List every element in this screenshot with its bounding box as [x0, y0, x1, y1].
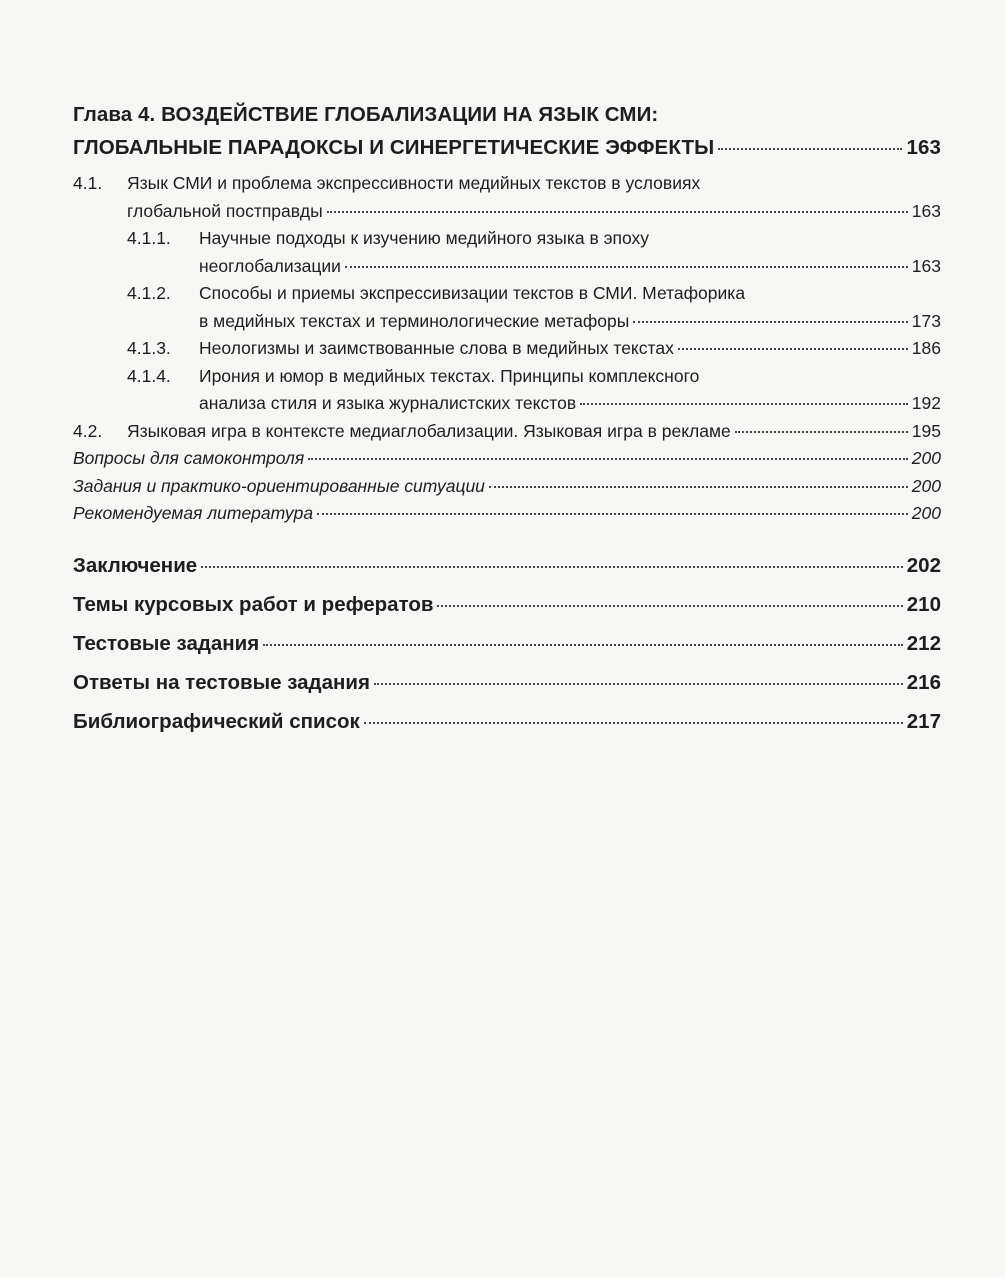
dot-leader: [317, 513, 908, 515]
dot-leader: [345, 266, 908, 268]
major-entry-tests[interactable]: [73, 624, 941, 663]
subsection-number: 4.1.3.: [127, 338, 171, 358]
extra-entry-tasks[interactable]: [73, 473, 941, 501]
extra-entry-literature[interactable]: [73, 500, 941, 528]
subsection-number: 4.1.1.: [127, 228, 171, 248]
dot-leader: [374, 683, 903, 685]
dot-leader: [633, 321, 907, 323]
page-number: 200: [911, 503, 941, 523]
major-title: Заключение: [73, 553, 198, 577]
subsection-title-line2: неоглобализации: [199, 255, 341, 276]
subsection-4-1-3-entry[interactable]: [73, 335, 941, 363]
table-of-contents: [73, 98, 941, 741]
major-title: Тестовые задания: [73, 631, 260, 655]
section-title-line2: глобальной постправды: [127, 200, 323, 221]
section-number: 4.1.: [73, 173, 103, 193]
major-title: Темы курсовых работ и рефератов: [73, 592, 434, 616]
subsection-title: Неологизмы и заимствованные слова в медийных текстах: [199, 338, 674, 358]
subsection-title-line1: Способы и приемы экспрессивизации текстов в СМИ. Метафорика: [199, 283, 746, 303]
dot-leader: [489, 486, 908, 488]
page-number: 195: [911, 420, 941, 441]
dot-leader: [364, 722, 903, 724]
page-number: 163: [906, 136, 941, 159]
dot-leader: [678, 348, 908, 350]
dot-leader: [735, 431, 908, 433]
page-number: 186: [911, 338, 941, 358]
page-number: 210: [906, 592, 941, 616]
page-number: 212: [906, 631, 941, 655]
chapter-title-line1: Глава 4. ВОЗДЕЙСТВИЕ ГЛОБАЛИЗАЦИИ НА ЯЗЫК СМИ:: [73, 103, 659, 126]
section-title-line1: Язык СМИ и проблема экспрессивности медийных текстов в условиях: [127, 173, 701, 193]
dot-leader: [308, 458, 908, 460]
dot-leader: [327, 211, 908, 213]
subsection-title-line1: Ирония и юмор в медийных текстах. Принципы комплексного: [199, 365, 700, 386]
subsection-4-1-1-entry[interactable]: [73, 225, 941, 280]
subsection-title-line1: Научные подходы к изучению медийного языка в эпоху: [199, 228, 650, 248]
section-title: Языковая игра в контексте медиаглобализации. Языковая игра в рекламе: [127, 420, 731, 441]
subsection-number: 4.1.2.: [127, 283, 171, 303]
subsection-number: 4.1.4.: [127, 365, 171, 386]
dot-leader: [437, 605, 902, 607]
section-4-1-entry[interactable]: [73, 170, 941, 225]
major-title: Ответы на тестовые задания: [73, 670, 370, 694]
page-number: 202: [906, 553, 941, 577]
extra-title: Задания и практико-ориентированные ситуации: [73, 475, 485, 496]
dot-leader: [718, 148, 902, 150]
major-entry-bibliography[interactable]: [73, 702, 941, 741]
page-number: 216: [906, 670, 941, 694]
section-4-2-entry[interactable]: [73, 418, 941, 446]
subsection-title-line2: в медийных текстах и терминологические метафоры: [199, 310, 630, 331]
page-number: 200: [911, 448, 941, 468]
major-entry-test-answers[interactable]: [73, 663, 941, 702]
page-number: 200: [911, 475, 941, 496]
page-number: 163: [911, 200, 941, 221]
page-number: 217: [906, 709, 941, 733]
major-title: Библиографический список: [73, 709, 360, 733]
chapter-4-entry[interactable]: [73, 98, 941, 164]
page-number: 163: [911, 255, 941, 276]
subsection-4-1-4-entry[interactable]: [73, 363, 941, 418]
page-number: 192: [911, 393, 941, 413]
subsection-4-1-2-entry[interactable]: [73, 280, 941, 335]
dot-leader: [580, 403, 908, 405]
subsection-title-line2: анализа стиля и языка журналистских текстов: [199, 393, 577, 413]
extra-title: Рекомендуемая литература: [73, 503, 314, 523]
major-entry-coursework-topics[interactable]: [73, 585, 941, 624]
section-number: 4.2.: [73, 420, 103, 441]
page-number: 173: [911, 310, 941, 331]
dot-leader: [263, 644, 903, 646]
chapter-title-line2: ГЛОБАЛЬНЫЕ ПАРАДОКСЫ И СИНЕРГЕТИЧЕСКИЕ ЭФФЕКТЫ: [73, 136, 715, 159]
extra-title: Вопросы для самоконтроля: [73, 448, 305, 468]
extra-entry-self-check[interactable]: [73, 445, 941, 473]
major-entry-conclusion[interactable]: [73, 546, 941, 585]
dot-leader: [201, 566, 903, 568]
